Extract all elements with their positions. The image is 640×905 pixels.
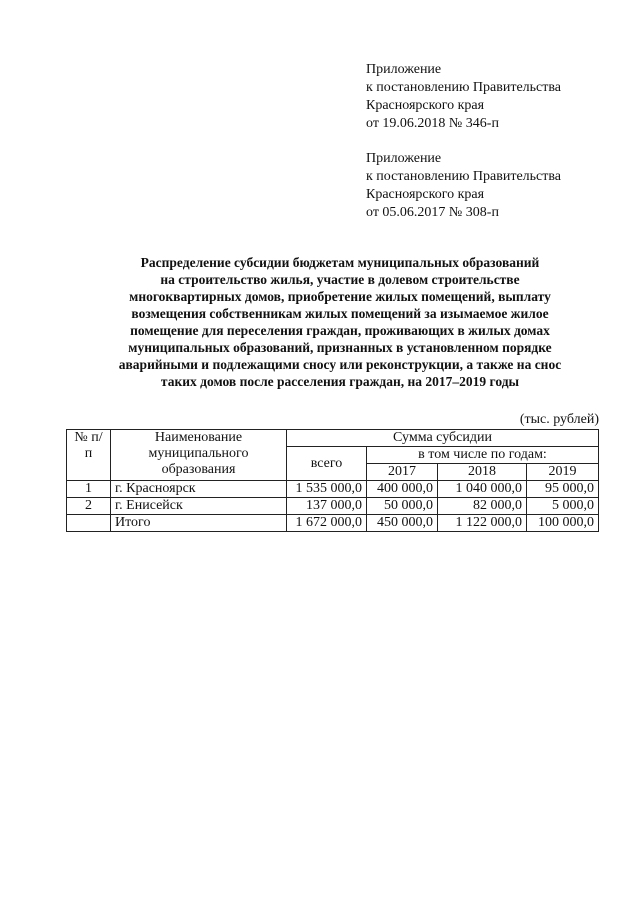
title-line: аварийными и подлежащими сносу или реконструкции, а также на снос [118,357,562,372]
appendix-line: Приложение [366,151,442,166]
header-year: 2019 [527,464,599,481]
row-num: 2 [67,498,111,515]
row-2017: 400 000,0 [367,481,438,498]
row-num: 1 [67,481,111,498]
appendix-block-1 [366,61,561,133]
header-year: 2018 [438,464,527,481]
summary-total: 1 672 000,0 [287,515,367,532]
appendix-line: к постановлению Правительства [366,80,562,95]
units-label: (тыс. рублей) [519,412,599,427]
row-name: г. Енисейск [111,498,287,515]
row-2019: 5 000,0 [527,498,599,515]
appendix-line: Красноярского края [366,98,485,113]
title-line: муниципальных образований, признанных в установленном порядке [128,340,552,355]
summary-2017: 450 000,0 [367,515,438,532]
header-year: 2017 [367,464,438,481]
table-summary-row [67,515,599,532]
row-total: 137 000,0 [287,498,367,515]
summary-2019: 100 000,0 [527,515,599,532]
row-2018: 82 000,0 [438,498,527,515]
header-num: № п/п [67,430,111,481]
row-total: 1 535 000,0 [287,481,367,498]
appendix-line: к постановлению Правительства [366,169,562,184]
summary-num [67,515,111,532]
title-line: помещение для переселения граждан, проживающих в жилых домах [130,323,550,338]
header-by-years: в том числе по годам: [367,447,599,464]
summary-2018: 1 122 000,0 [438,515,527,532]
summary-name: Итого [111,515,287,532]
title-line: многоквартирных домов, приобретение жилых помещений, выплату [129,289,551,304]
table-row [67,481,599,498]
row-2017: 50 000,0 [367,498,438,515]
row-name: г. Красноярск [111,481,287,498]
header-sum: Сумма субсидии [287,430,599,447]
table-header-row [67,430,599,447]
appendix-line: от 19.06.2018 № 346-п [366,116,499,131]
document-title [60,254,620,390]
row-2019: 95 000,0 [527,481,599,498]
title-line: таких домов после расселения граждан, на 2017–2019 годы [160,374,520,389]
row-2018: 1 040 000,0 [438,481,527,498]
subsidy-table [66,429,599,532]
title-line: на строительство жилья, участие в долевом строительстве [160,272,520,287]
title-line: возмещения собственникам жилых помещений за изымаемое жилое [131,306,549,321]
table-row [67,498,599,515]
appendix-line: Красноярского края [366,187,485,202]
appendix-line: от 05.06.2017 № 308-п [366,205,499,220]
header-total: всего [287,447,367,481]
appendix-line: Приложение [366,62,442,77]
header-name: Наименование муниципального образования [111,430,287,481]
title-line: Распределение субсидии бюджетам муниципальных образований [140,255,540,270]
appendix-block-2 [366,150,561,222]
